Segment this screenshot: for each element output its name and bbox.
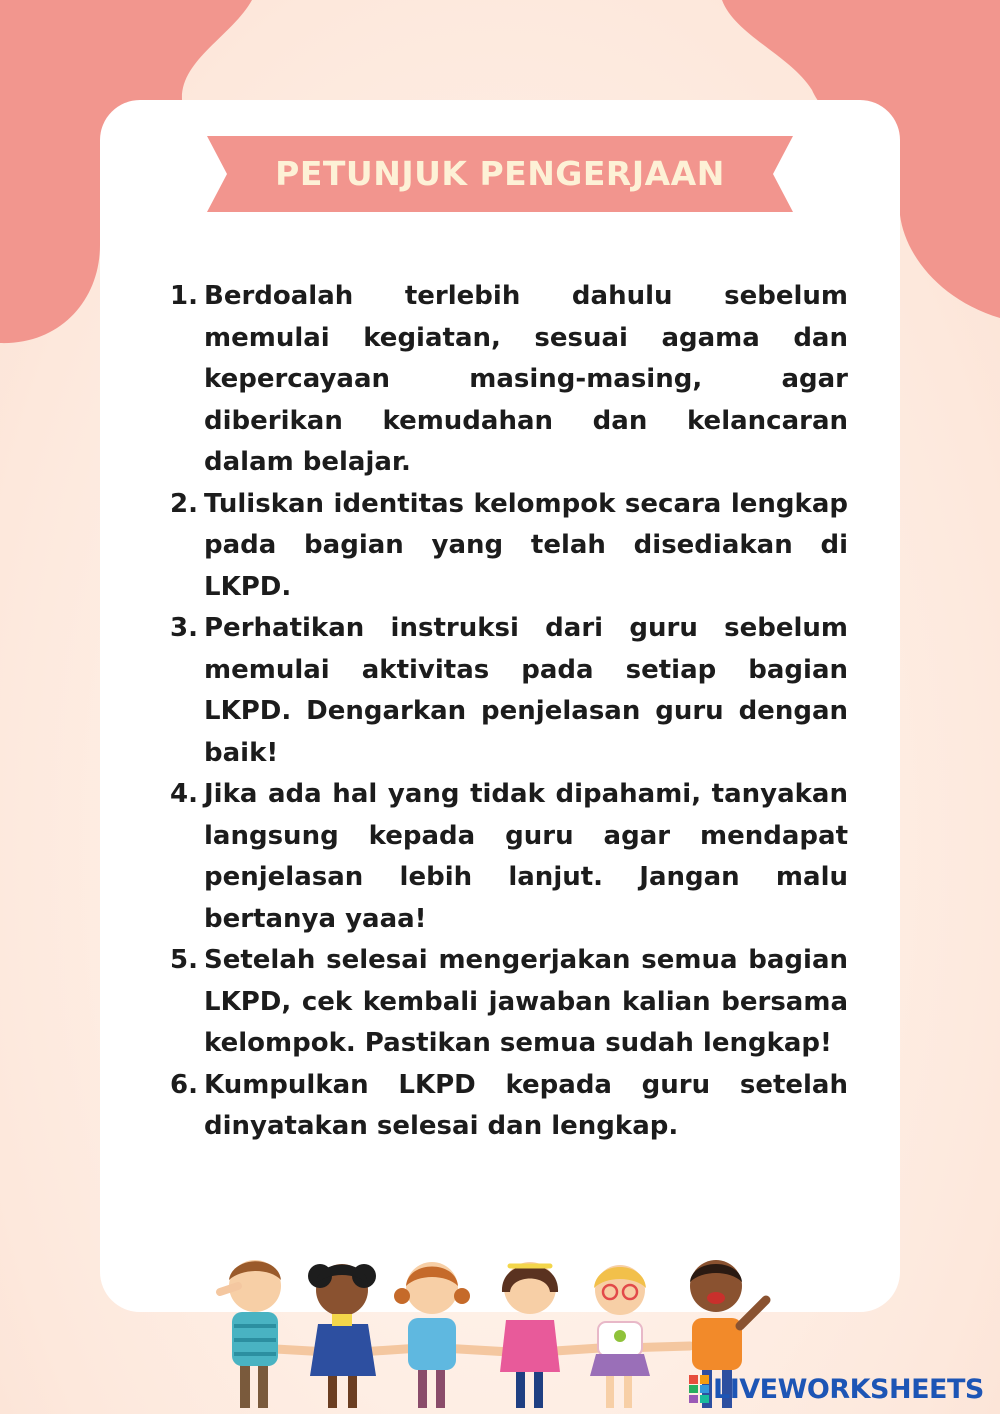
- item-number: 1.: [170, 281, 198, 311]
- child-figure-5: [590, 1265, 650, 1408]
- item-text: Kumpulkan LKPD kepada guru setelah dinyatakan selesai dan lengkap.: [204, 1069, 848, 1141]
- child-figure-2: [308, 1264, 376, 1408]
- item-number: 5.: [170, 945, 198, 975]
- item-number: 2.: [170, 488, 198, 519]
- item-text: Setelah selesai mengerjakan semua bagian LKPD, cek kembali jawaban kalian bersama kelompok. Pastikan semua sudah lengkap!: [204, 945, 848, 1058]
- item-number: 4.: [170, 779, 198, 809]
- item-number: 6.: [170, 1069, 198, 1100]
- item-text: Berdoalah terlebih dahulu sebelum memulai kegiatan, sesuai agama dan kepercayaan masing-masing, agar diberikan kemudahan dan kelancaran dalam belajar.: [204, 281, 848, 477]
- list-item: [170, 774, 848, 940]
- page-title: PETUNJUK PENGERJAAN: [275, 154, 725, 193]
- liveworksheets-logo-icon: [688, 1374, 710, 1404]
- child-figure-4: [500, 1262, 560, 1408]
- list-item: [170, 608, 848, 774]
- item-text: Jika ada hal yang tidak dipahami, tanyakan langsung kepada guru agar mendapat penjelasan lebih lanjut. Jangan malu bertanya yaaa!: [204, 779, 848, 934]
- brand-logo[interactable]: [688, 1372, 984, 1406]
- brand-name: LIVEWORKSHEETS: [713, 1373, 984, 1405]
- item-number: 3.: [170, 613, 198, 643]
- list-item: [170, 940, 848, 1065]
- list-item: [170, 1065, 848, 1148]
- item-text: Tuliskan identitas kelompok secara lengkap pada bagian yang telah disediakan di LKPD.: [204, 488, 848, 602]
- list-item: [170, 484, 848, 609]
- instruction-list: [170, 276, 848, 1148]
- list-item: [170, 276, 848, 484]
- child-figure-3: [394, 1262, 470, 1408]
- child-figure-1: [220, 1260, 281, 1408]
- item-text: Perhatikan instruksi dari guru sebelum memulai aktivitas pada setiap bagian LKPD. Dengarkan penjelasan guru dengan baik!: [204, 613, 848, 768]
